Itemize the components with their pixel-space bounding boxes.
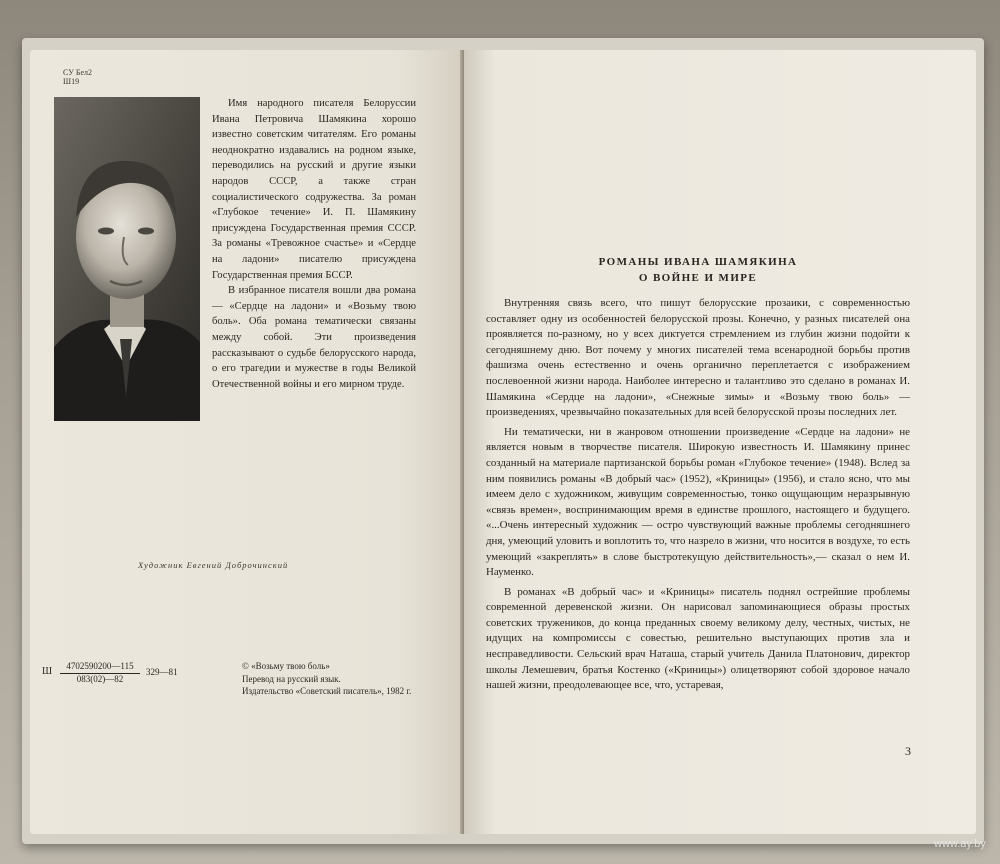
code-denominator: 083(02)—82 bbox=[76, 674, 124, 684]
translation-line: Перевод на русский язык. bbox=[242, 673, 341, 684]
author-portrait bbox=[54, 97, 200, 421]
body-paragraph-2: Ни тематически, ни в жанровом отношении произведение «Сердце на ладони» не является новым в творчестве писателя. Широкую известность И. Шамякину принес созданный на материале партизанской борьбы роман «Глубокое течение» (1948). Вслед за ним появились романы «В добрый час» (1952), «Криницы» (1956), и стало ясно, что мы имеем дело с художником, живущим современностью, тонко ощущающим неразрывную «связь времен», воспринимающим время в единстве прошлого, настоящего и будущего. «...Очень интересный художник — остро чувствующий важные проблемы сегодняшнего дня, умеющий уловить и воплотить то, что назрело в жизни, что носится в воздухе, то есть умеющий «закреплять» в слове быстротекущую действительность»,— сказал о нем И. Науменко. bbox=[486, 425, 910, 579]
portrait-illustration bbox=[54, 97, 200, 421]
udk-code: СУ Бел2 Ш19 bbox=[63, 68, 93, 86]
body-paragraph-1: Внутренняя связь всего, что пишут белорусские прозаики, с современностью составляет одну из особенностей белорусской прозы. Конечно, у разных писателей она проявляется по-разному, но у всех диктуется стремлением из глубин жизни подойти к сегодняшнему дню. Вот почему у многих писателей тема всенародной борьбы против фашизма очень естественно и очень органично переплетается с изображением послевоенной жизни народа. Наиболее интересно и талантливо это сделано в романах И. Шамякина «Сердце на ладони», «Снежные зимы» и «Возьму твою боль» — произведениях, чрезвычайно показательных для всей белорусской прозы последних лет. bbox=[486, 297, 910, 419]
heading-line-2: О ВОЙНЕ И МИРЕ bbox=[638, 272, 758, 284]
page-number: 3 bbox=[905, 744, 911, 758]
body-paragraph-3: В романах «В добрый час» и «Криницы» писатель поднял острейшие проблемы современной деревенской жизни. Он нарисовал запоминающиеся образы простых советских тружеников, до конца преданных своему великому делу, честных, чистых, не идущих на компромиссы с совестью, решительно выступающих против зла и несправедливости. Сельский врач Наташа, старый учитель Данила Платонович, директор школы Лемешевич, братья Костенко («Криницы») олицетворяют собой здоровое начало нашей жизни, преодолевающее все, что, устаревая, bbox=[486, 585, 910, 692]
code-right: 329—81 bbox=[146, 667, 178, 677]
publisher-line: Издательство «Советский писатель», 1982 г. bbox=[242, 686, 412, 696]
article-body bbox=[486, 296, 910, 698]
imprint-block bbox=[42, 660, 432, 730]
publisher-info bbox=[242, 660, 432, 698]
copyright-line: © «Возьму твою боль» bbox=[242, 661, 330, 671]
intro-text bbox=[212, 96, 416, 392]
code-letter: Ш bbox=[42, 666, 53, 677]
code-numerator: 4702590200—115 bbox=[60, 660, 140, 674]
chapter-heading bbox=[442, 254, 954, 286]
heading-line-1: РОМАНЫ ИВАНА ШАМЯКИНА bbox=[598, 256, 798, 268]
illustrator-credit: Художник Евгений Доброчинский bbox=[138, 560, 289, 570]
intro-paragraph-1: Имя народного писателя Белоруссии Ивана Петровича Шамякина хорошо известно советским читателям. Его романы неоднократно издавались на родном языке, переводились на русский и другие языки народов СССР, а также стран социалистического содружества. За роман «Глубокое течение» И. П. Шамякину присуждена Государственная премия СССР. За романы «Тревожное счастье» и «Сердце на ладони» писателю присуждена Государственная премия БССР. bbox=[212, 98, 416, 281]
intro-paragraph-2: В избранное писателя вошли два романа — «Сердце на ладони» и «Возьму твою боль». Оба романа тематически связаны между собой. Эти произведения рассказывают о судьбе белорусского народа, о его трагедии и мужестве в годы Великой Отечественной войны и его мирном труде. bbox=[212, 285, 416, 390]
site-watermark: www.ay.by bbox=[934, 838, 986, 850]
